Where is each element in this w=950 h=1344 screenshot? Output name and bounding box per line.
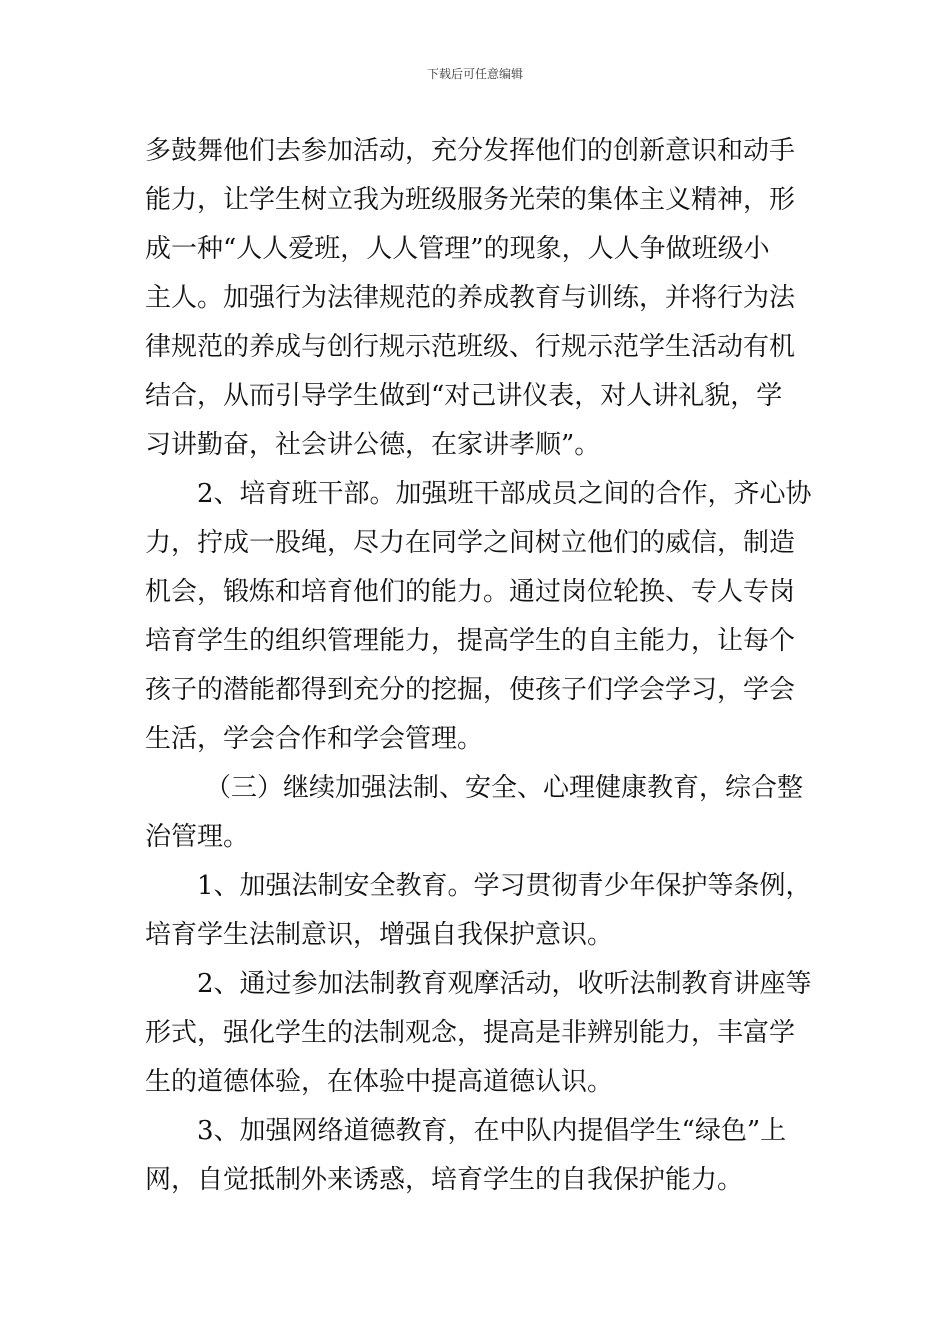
- text-line: 习讲勤奋，社会讲公德，在家讲孝顺”。: [145, 430, 601, 460]
- text-line: 律规范的养成与创行规示范班级、行规示范学生活动有机: [145, 332, 796, 362]
- text-line: 3、加强网络道德教育，在中队内提倡学生“绿色”上: [197, 1116, 787, 1146]
- page-header: 下载后可任意编辑: [426, 67, 523, 81]
- text-line: 2、通过参加法制教育观摩活动，收听法制教育讲座等: [197, 969, 812, 999]
- text-line: 能力，让学生树立我为班级服务光荣的集体主义精神，形: [145, 185, 796, 215]
- text-line: 培育学生的组织管理能力，提高学生的自主能力，让每个: [145, 626, 796, 656]
- section-heading-line: （三）继续加强法制、安全、心理健康教育，综合整: [205, 773, 804, 803]
- text-line: 孩子的潜能都得到充分的挖掘，使孩子们学会学习，学会: [145, 675, 796, 705]
- text-line: 1、加强法制安全教育。学习贯彻青少年保护等条例，: [197, 871, 812, 901]
- text-line: 成一种“人人爱班，人人管理”的现象，人人争做班级小: [145, 234, 770, 264]
- text-line: 2、培育班干部。加强班干部成员之间的合作，齐心协: [197, 479, 812, 509]
- text-line: 培育学生法制意识，增强自我保护意识。: [145, 920, 614, 950]
- section-heading-line: 治管理。: [145, 822, 250, 852]
- text-line: 生活，学会合作和学会管理。: [145, 724, 484, 754]
- text-line: 结合，从而引导学生做到“对己讲仪表，对人讲礼貌，学: [145, 381, 783, 411]
- text-line: 主人。加强行为法律规范的养成教育与训练，并将行为法: [145, 283, 796, 313]
- text-line: 多鼓舞他们去参加活动，充分发挥他们的创新意识和动手: [145, 136, 796, 166]
- text-line: 形式，强化学生的法制观念，提高是非辨别能力，丰富学: [145, 1018, 796, 1048]
- text-line: 生的道德体验，在体验中提高道德认识。: [145, 1067, 614, 1097]
- text-line: 机会，锻炼和培育他们的能力。通过岗位轮换、专人专岗: [145, 577, 796, 607]
- text-line: 网，自觉抵制外来诱惑，培育学生的自我保护能力。: [145, 1165, 744, 1195]
- text-line: 力，拧成一股绳，尽力在同学之间树立他们的威信，制造: [145, 528, 796, 558]
- document-body: [145, 127, 810, 1205]
